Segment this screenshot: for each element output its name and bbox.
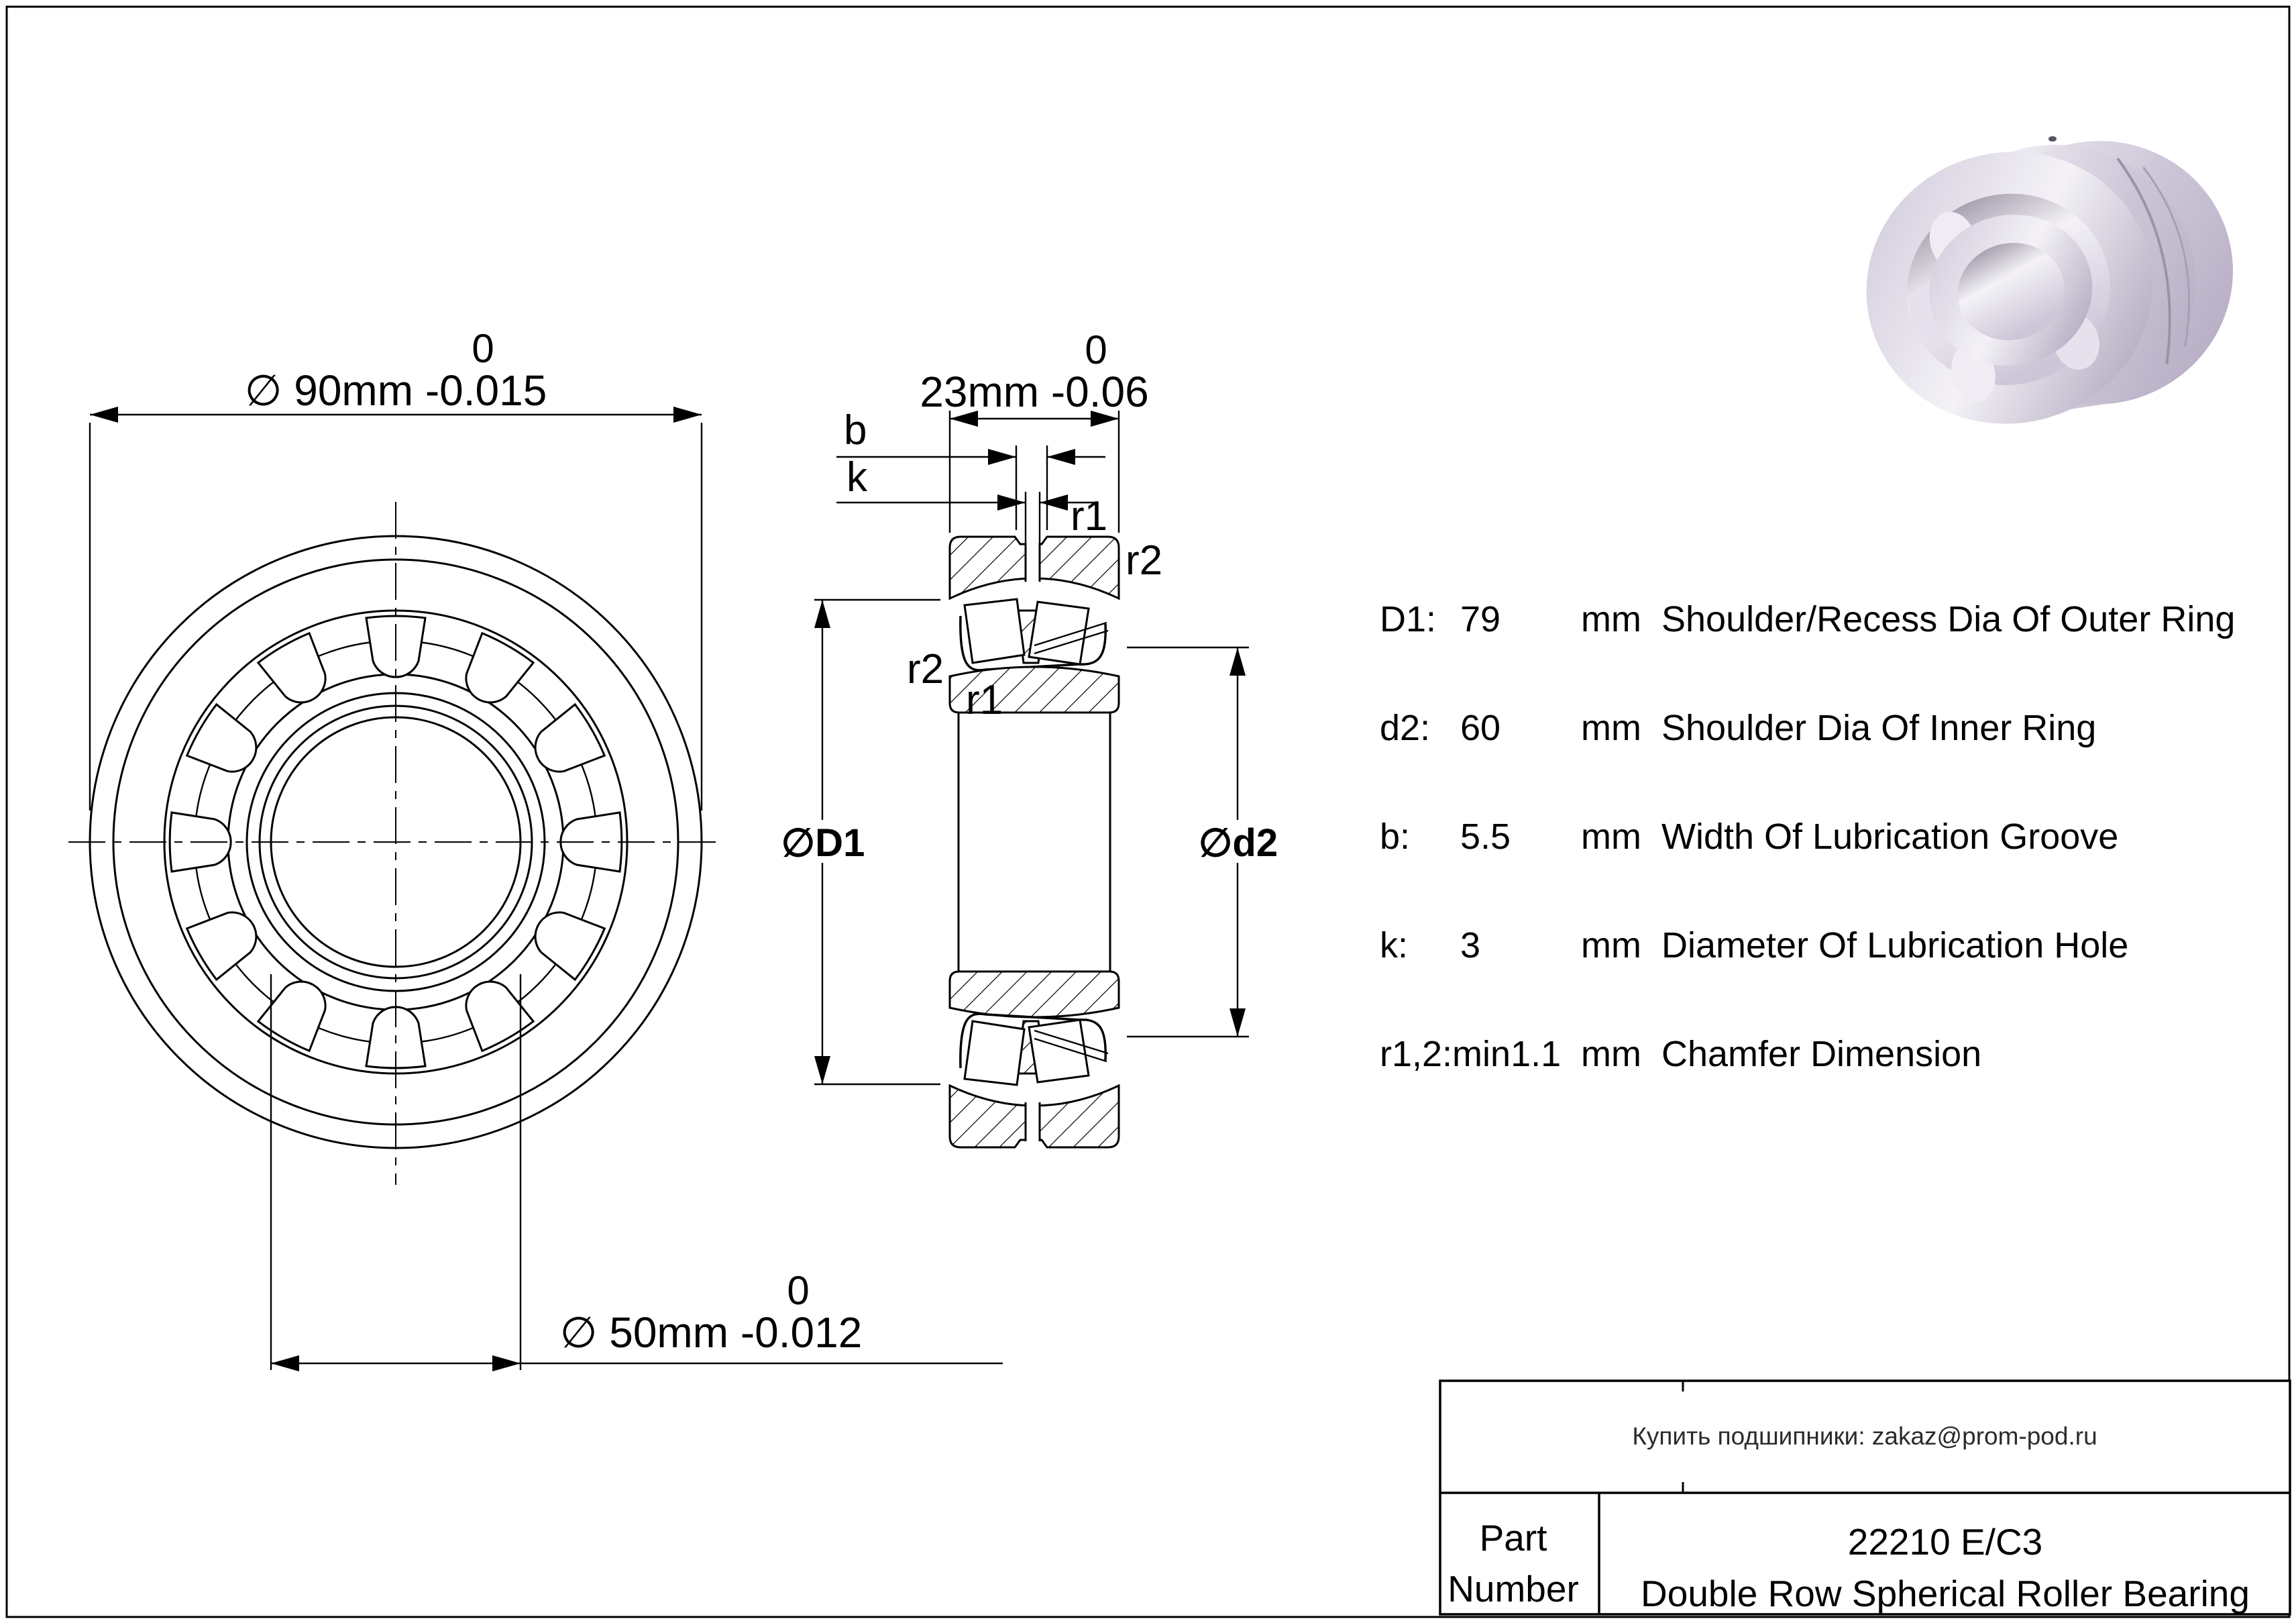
lubrication-hole-slot: [1026, 1102, 1040, 1141]
spec-description: Width Of Lubrication Groove: [1661, 817, 2119, 857]
arrow-left-icon: [1047, 449, 1075, 465]
outer-ring-bottom-section: [950, 1086, 1119, 1147]
arrow-right-icon: [997, 494, 1026, 511]
spec-row: [1380, 1034, 1981, 1074]
spec-value: 60: [1460, 708, 1501, 748]
bore-diameter-upper-tolerance: 0: [787, 1268, 810, 1313]
rollers-top-section: [961, 599, 1108, 670]
outer-ring-top-section: [950, 537, 1119, 598]
chamfer-r1-top-label: r1: [1071, 493, 1108, 539]
chamfer-r2-left-label: r2: [907, 646, 944, 692]
info-table: [1440, 1381, 2290, 1614]
d1-label: ∅D1: [781, 821, 865, 865]
arrow-right-icon: [492, 1355, 521, 1371]
arrow-left-icon: [271, 1355, 299, 1371]
bearing-3d-render: [1837, 102, 2260, 457]
spec-list: [1380, 599, 2235, 1074]
spec-description: Shoulder/Recess Dia Of Outer Ring: [1661, 599, 2236, 639]
spec-description: Shoulder Dia Of Inner Ring: [1661, 708, 2097, 748]
spec-value: 3: [1460, 925, 1481, 965]
arrow-left-icon: [1040, 494, 1068, 511]
bore-diameter-text: ∅ 50mm -0.012: [559, 1308, 863, 1357]
speck: [2048, 136, 2057, 142]
spec-label: d2:: [1380, 708, 1431, 748]
arrow-down-icon: [814, 1056, 830, 1084]
spec-row: [1380, 817, 2118, 857]
arrow-right-icon: [673, 407, 702, 423]
arrow-right-icon: [988, 449, 1016, 465]
spec-label: k:: [1380, 925, 1409, 965]
spec-row: [1380, 599, 2235, 639]
chamfer-r1-left-label: r1: [966, 677, 1003, 723]
spec-description: Diameter Of Lubrication Hole: [1661, 925, 2129, 965]
contact-text: Купить подшипники: zakaz@prom-pod.ru: [1632, 1422, 2097, 1450]
front-view: [68, 502, 723, 1185]
spec-unit: mm: [1581, 925, 1641, 965]
roller-left: [965, 599, 1024, 663]
arrow-down-icon: [1229, 1008, 1246, 1037]
hole-label: k: [846, 454, 867, 501]
spec-description: Chamfer Dimension: [1661, 1034, 1982, 1074]
outer-diameter-upper-tolerance: 0: [472, 326, 494, 371]
inner-ring-bottom-section: [950, 972, 1119, 1017]
spec-unit: mm: [1581, 817, 1641, 857]
arrow-up-icon: [814, 600, 830, 628]
spec-unit: mm: [1581, 708, 1641, 748]
roller-left: [965, 1021, 1024, 1085]
roller-right: [1029, 1020, 1089, 1082]
lubrication-hole-slot: [1026, 543, 1040, 582]
spec-value: 79: [1460, 599, 1501, 639]
groove-label: b: [844, 407, 867, 454]
width-dim-upper-tolerance: 0: [1085, 327, 1107, 372]
spec-unit: mm: [1581, 599, 1641, 639]
section-view: [950, 537, 1119, 1147]
spec-row: [1380, 925, 2128, 965]
width-dim-text: 23mm -0.06: [920, 368, 1149, 416]
spec-label: b:: [1380, 817, 1411, 857]
chamfer-r2-top-label: r2: [1126, 537, 1163, 584]
spec-unit: mm: [1581, 1034, 1641, 1074]
d2-label: ∅d2: [1198, 821, 1278, 865]
part-number: 22210 E/C3: [1847, 1521, 2043, 1563]
part-label-line1: Part: [1479, 1517, 1547, 1559]
dim-groove-b: [836, 446, 1105, 530]
arrow-up-icon: [1229, 647, 1246, 676]
part-label-line2: Number: [1447, 1568, 1579, 1610]
spec-row: [1380, 708, 2096, 748]
spec-label: D1:: [1380, 599, 1437, 639]
spec-label: r1,2:min1.1: [1380, 1034, 1562, 1074]
rollers-bottom-section: [961, 1014, 1108, 1085]
arrow-left-icon: [90, 407, 118, 423]
spec-value: 5.5: [1460, 817, 1511, 857]
roller-right: [1029, 602, 1089, 664]
part-description: Double Row Spherical Roller Bearing: [1641, 1573, 2250, 1614]
outer-diameter-text: ∅ 90mm -0.015: [244, 366, 547, 415]
